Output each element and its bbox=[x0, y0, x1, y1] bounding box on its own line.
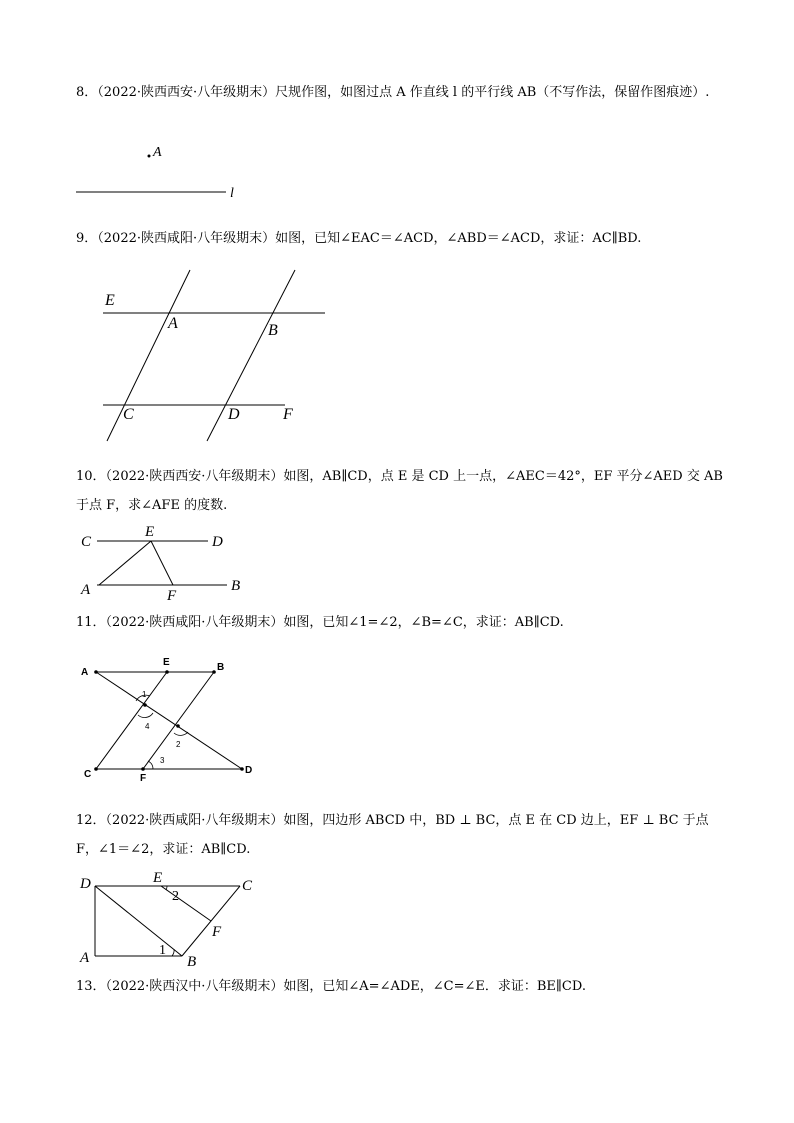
label-c: C bbox=[123, 406, 134, 423]
label-f: F bbox=[212, 924, 222, 940]
point-a bbox=[94, 670, 98, 674]
angle-4-arc bbox=[138, 713, 153, 718]
angle-1-arc bbox=[172, 949, 174, 956]
label-a: A bbox=[81, 582, 91, 598]
figure-12 bbox=[75, 865, 265, 970]
question-8: 8．（2022·陕西西安·八年级期末）尺规作图，如图过点 A 作直线 l 的平行线 AB（不写作法，保留作图痕迹）. bbox=[76, 85, 710, 100]
figure-9 bbox=[95, 265, 335, 445]
label-angle-2: 2 bbox=[172, 889, 179, 904]
label-b: B bbox=[231, 578, 241, 594]
segment-ec bbox=[96, 672, 167, 769]
label-e: E bbox=[153, 870, 163, 886]
label-f: F bbox=[167, 588, 177, 602]
point-d bbox=[240, 767, 244, 771]
point-a bbox=[148, 155, 151, 158]
label-angle-2: 2 bbox=[176, 740, 181, 749]
label-e: E bbox=[145, 524, 155, 540]
label-b: B bbox=[187, 954, 197, 970]
line-bd bbox=[207, 270, 295, 441]
point-c bbox=[94, 767, 98, 771]
question-13: 13．（2022·陕西汉中·八年级期末）如图，已知∠A=∠ADE，∠C=∠E．求证：BE∥CD. bbox=[76, 979, 586, 994]
label-angle-4: 4 bbox=[145, 722, 150, 731]
label-a: A bbox=[168, 315, 178, 332]
label-c: C bbox=[84, 769, 92, 780]
angle-2-arc bbox=[174, 732, 188, 735]
label-e: E bbox=[163, 657, 170, 668]
label-c: C bbox=[242, 878, 253, 894]
angle-3-arc bbox=[148, 761, 153, 769]
point-n bbox=[176, 724, 180, 728]
label-c: C bbox=[81, 534, 92, 550]
segment-ad bbox=[96, 672, 242, 769]
label-e: E bbox=[105, 292, 115, 309]
point-b bbox=[212, 670, 216, 674]
label-f: F bbox=[283, 406, 293, 423]
point-f bbox=[141, 767, 145, 771]
line-ac bbox=[107, 270, 190, 441]
question-12: 12．（2022·陕西咸阳·八年级期末）如图，四边形 ABCD 中，BD ⊥ BC，点 E 在 CD 边上，EF ⊥ BC 于点 F，∠1＝∠2，求证：AB∥CD. bbox=[76, 813, 709, 857]
segment-ea bbox=[99, 541, 151, 585]
segment-ef bbox=[161, 886, 211, 921]
question-10: 10．（2022·陕西西安·八年级期末）如图，AB∥CD，点 E 是 CD 上一点，∠AEC＝42°，EF 平分∠AED 交 AB 于点 F，求∠AFE 的度数. bbox=[76, 469, 723, 513]
segment-bf bbox=[143, 672, 214, 769]
question-11: 11．（2022·陕西咸阳·八年级期末）如图，已知∠1=∠2，∠B=∠C，求证：AB∥CD. bbox=[76, 615, 564, 630]
question-9: 9．（2022·陕西咸阳·八年级期末）如图，已知∠EAC＝∠ACD，∠ABD＝∠ACD，求证：AC∥BD. bbox=[76, 231, 642, 246]
label-a: A bbox=[153, 145, 162, 160]
label-l: l bbox=[230, 186, 234, 201]
figure-11 bbox=[78, 650, 268, 785]
figure-10 bbox=[75, 522, 255, 602]
label-b: B bbox=[268, 322, 278, 339]
label-d: D bbox=[212, 534, 223, 550]
label-a: A bbox=[81, 667, 89, 678]
label-d: D bbox=[228, 406, 240, 423]
segment-ef bbox=[151, 541, 173, 585]
label-d: D bbox=[245, 765, 253, 776]
label-f: F bbox=[140, 773, 147, 784]
label-angle-3: 3 bbox=[160, 756, 165, 765]
angle-2-arc bbox=[166, 886, 167, 890]
label-angle-1: 1 bbox=[159, 943, 166, 958]
figure-8 bbox=[70, 140, 250, 202]
point-m bbox=[143, 703, 147, 707]
segment-db bbox=[95, 886, 182, 956]
point-e bbox=[165, 670, 169, 674]
label-d: D bbox=[80, 876, 91, 892]
label-angle-1: 1 bbox=[142, 690, 147, 699]
label-b: B bbox=[217, 662, 225, 673]
label-a: A bbox=[80, 950, 90, 966]
